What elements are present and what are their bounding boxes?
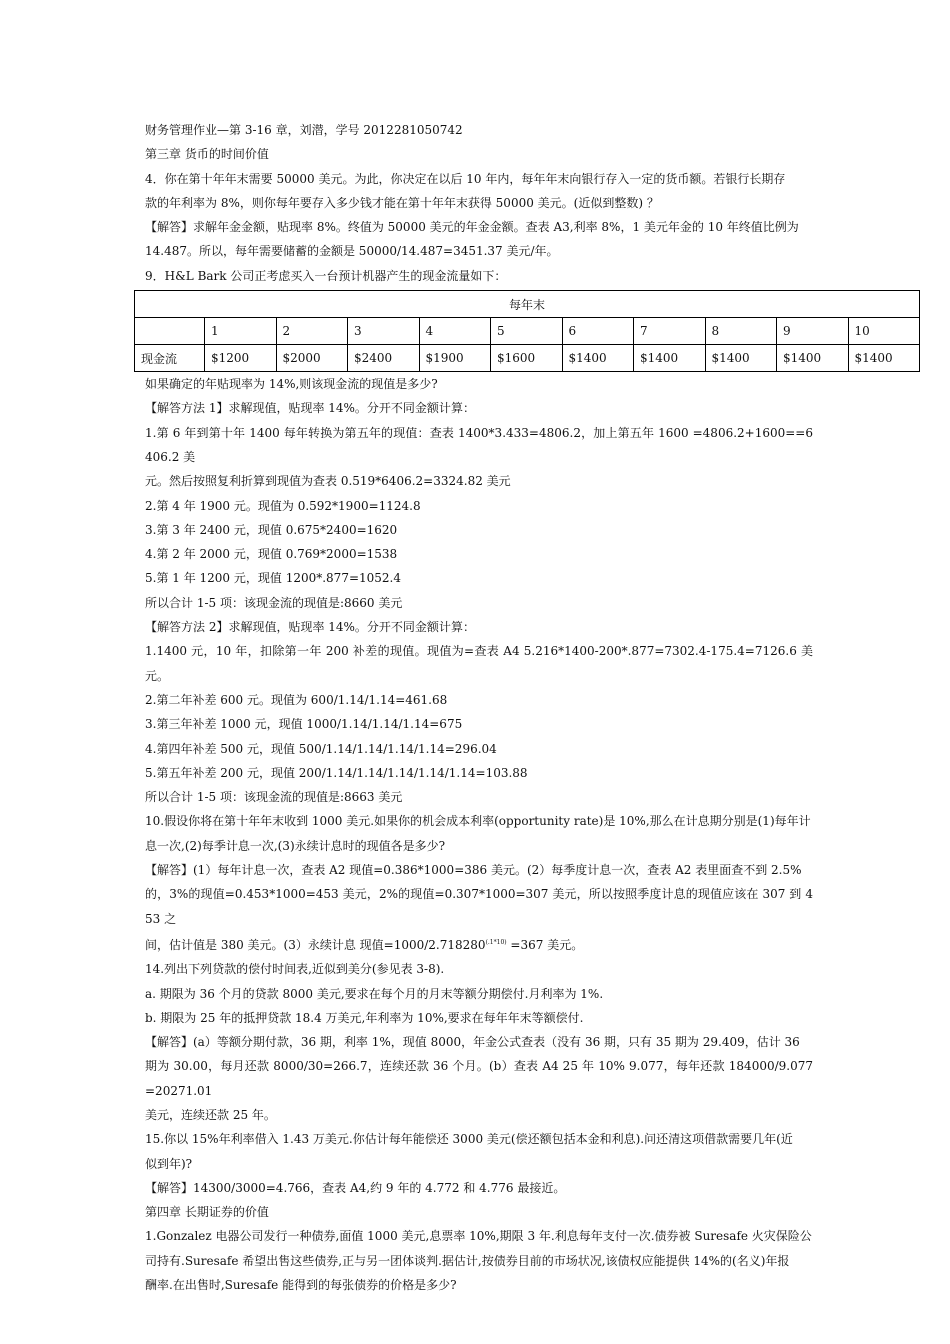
table-cell-value: $1400 bbox=[705, 345, 777, 372]
text-line: 3.第 3 年 2400 元，现值 0.675*2400=1620 bbox=[145, 522, 398, 537]
text-line: 元。然后按照复利折算到现值为查表 0.519*6406.2=3324.82 美元 bbox=[145, 474, 511, 489]
table-cell-year: 5 bbox=[491, 318, 563, 345]
text-line: 14.列出下列贷款的偿付时间表,近似到美分(参见表 3-8). bbox=[145, 962, 445, 977]
cash-flow-table-wrap bbox=[134, 290, 920, 372]
text-line: 似到年)? bbox=[145, 1156, 193, 1171]
text-line: 所以合计 1-5 项：该现金流的现值是:8663 美元 bbox=[145, 790, 403, 805]
text-line: 【解答方法 2】求解现值，贴现率 14%。分开不同金额计算： bbox=[145, 620, 475, 635]
table-cell-value: $1400 bbox=[848, 345, 920, 372]
text-line: 的，3%的现值=0.453*1000=453 美元，2%的现值=0.307*1000=307 美元，所以按照季度计息的现值应该在 307 到 453 之 bbox=[145, 887, 813, 926]
chapter-heading: 第四章 长期证券的价值 bbox=[145, 1205, 269, 1220]
table-header-cell: 每年末 bbox=[135, 291, 920, 318]
table-row-label: 现金流 bbox=[135, 345, 205, 372]
text-line: 期为 30.00，每月还款 8000/30=266.7，连续还款 36 个月。(b）查表 A4 25 年 10% 9.077，每年还款 184000/9.077=20271.01 bbox=[145, 1059, 813, 1098]
table-cell-value: $1400 bbox=[562, 345, 634, 372]
text-line: 4.第 2 年 2000 元，现值 0.769*2000=1538 bbox=[145, 547, 398, 562]
text-line: 息一次,(2)每季计息一次,(3)永续计息时的现值各是多少? bbox=[145, 838, 446, 853]
text-line: 【解答】(1）每年计息一次，查表 A2 现值=0.386*1000=386 美元。(2）每季度计息一次，查表 A2 表里面查不到 2.5% bbox=[145, 863, 802, 878]
text-line: 【解答】14300/3000=4.766，查表 A4,约 9 年的 4.772 和 4.776 最接近。 bbox=[145, 1180, 566, 1195]
table-cell-year: 6 bbox=[562, 318, 634, 345]
table-values-row bbox=[135, 345, 920, 372]
table-cell-value: $1200 bbox=[205, 345, 277, 372]
text-line: 1.第 6 年到第十年 1400 每年转换为第五年的现值：查表 1400*3.433=4806.2，加上第五年 1600 =4806.2+1600==6406.2 美 bbox=[145, 425, 813, 464]
table-cell-value: $1400 bbox=[777, 345, 849, 372]
table-cell-value: $1900 bbox=[419, 345, 491, 372]
text-line: 美元，连续还款 25 年。 bbox=[145, 1107, 276, 1122]
table-cell-value: $2400 bbox=[348, 345, 420, 372]
table-cell-year: 7 bbox=[634, 318, 706, 345]
text-line: 15.你以 15%年利率借入 1.43 万美元.你估计每年能偿还 3000 美元(偿还额包括本金和利息).问还清这项借款需要几年(近 bbox=[145, 1132, 793, 1147]
chapter-heading: 第三章 货币的时间价值 bbox=[145, 147, 269, 162]
exponent-text: (.1*10) bbox=[485, 938, 507, 946]
text-segment: 间，估计值是 380 美元。(3）永续计息 现值=1000/2.718280 bbox=[145, 937, 486, 952]
text-line: 10.假设你将在第十年年末收到 1000 美元.如果你的机会成本利率(opportunity rate)是 10%,那么在计息期分别是(1)每年计 bbox=[145, 814, 811, 829]
text-line: a. 期限为 36 个月的贷款 8000 美元,要求在每个月的月末等额分期偿付.月利率为 1%. bbox=[145, 986, 604, 1001]
text-line: 2.第二年补差 600 元。现值为 600/1.14/1.14=461.68 bbox=[145, 692, 448, 707]
text-line: 4.第四年补差 500 元，现值 500/1.14/1.14/1.14/1.14=296.04 bbox=[145, 741, 497, 756]
table-cell-empty bbox=[135, 318, 205, 345]
text-line: 酬率.在出售时,Suresafe 能得到的每张债券的价格是多少? bbox=[145, 1278, 457, 1293]
table-years-row bbox=[135, 318, 920, 345]
document-page bbox=[141, 118, 893, 1297]
text-line: 5.第 1 年 1200 元，现值 1200*.877=1052.4 bbox=[145, 571, 401, 586]
text-line: 【解答】(a）等额分期付款，36 期，利率 1%，现值 8000，年金公式查表（没有 36 期，只有 35 期为 29.409，估计 36 bbox=[145, 1035, 800, 1050]
text-line: b. 期限为 25 年的抵押贷款 18.4 万美元,年利率为 10%,要求在每年年末等额偿付. bbox=[145, 1010, 584, 1025]
text-line: 1.1400 元，10 年，扣除第一年 200 补差的现值。现值为=查表 A4 5.216*1400-200*.877=7302.4-175.4=7126.6 美元。 bbox=[145, 644, 813, 683]
table-cell-value: $2000 bbox=[276, 345, 348, 372]
doc-header-line: 财务管理作业—第 3-16 章，刘潜，学号 2012281050742 bbox=[145, 123, 463, 137]
text-line: 司持有.Suresafe 希望出售这些债券,正与另一团体谈判.据估计,按债券目前的市场状况,该债权应能提供 14%的(名义)年报 bbox=[145, 1253, 790, 1268]
table-cell-year: 4 bbox=[419, 318, 491, 345]
text-line: 4．你在第十年年末需要 50000 美元。为此，你决定在以后 10 年内，每年年末向银行存入一定的货币额。若银行长期存 bbox=[145, 171, 786, 186]
text-line: 款的年利率为 8%，则你每年要存入多少钱才能在第十年年末获得 50000 美元。(近似到整数) ？ bbox=[145, 195, 659, 210]
table-cell-year: 8 bbox=[705, 318, 777, 345]
table-cell-year: 10 bbox=[848, 318, 920, 345]
table-cell-year: 1 bbox=[205, 318, 277, 345]
text-line: 2.第 4 年 1900 元。现值为 0.592*1900=1124.8 bbox=[145, 498, 421, 513]
text-line: 如果确定的年贴现率为 14%,则该现金流的现值是多少? bbox=[145, 377, 438, 392]
table-cell-year: 2 bbox=[276, 318, 348, 345]
text-line: 3.第三年补差 1000 元，现值 1000/1.14/1.14/1.14=675 bbox=[145, 717, 463, 732]
text-line-with-exponent bbox=[145, 931, 813, 957]
text-line: 9．H&L Bark 公司正考虑买入一台预计机器产生的现金流量如下： bbox=[145, 268, 507, 283]
text-line: 所以合计 1-5 项：该现金流的现值是:8660 美元 bbox=[145, 595, 403, 610]
table-cell-year: 3 bbox=[348, 318, 420, 345]
text-line: 1.Gonzalez 电器公司发行一种债券,面值 1000 美元,息票率 10%,期限 3 年.利息每年支付一次.债券被 Suresafe 火灾保险公 bbox=[145, 1229, 812, 1244]
text-line: 【解答】求解年金金额，贴现率 8%。终值为 50000 美元的年金金额。查表 A3,利率 8%，1 美元年金的 10 年终值比例为 bbox=[145, 220, 799, 235]
text-line: 5.第五年补差 200 元，现值 200/1.14/1.14/1.14/1.14/1.14=103.88 bbox=[145, 765, 528, 780]
text-segment: =367 美元。 bbox=[506, 937, 584, 952]
text-line: 14.487。所以，每年需要储蓄的金额是 50000/14.487=3451.37 美元/年。 bbox=[145, 244, 559, 259]
table-header-row bbox=[135, 291, 920, 318]
cash-flow-table bbox=[134, 290, 920, 372]
text-line: 【解答方法 1】求解现值，贴现率 14%。分开不同金额计算： bbox=[145, 401, 475, 416]
table-cell-year: 9 bbox=[777, 318, 849, 345]
table-cell-value: $1400 bbox=[634, 345, 706, 372]
table-cell-value: $1600 bbox=[491, 345, 563, 372]
